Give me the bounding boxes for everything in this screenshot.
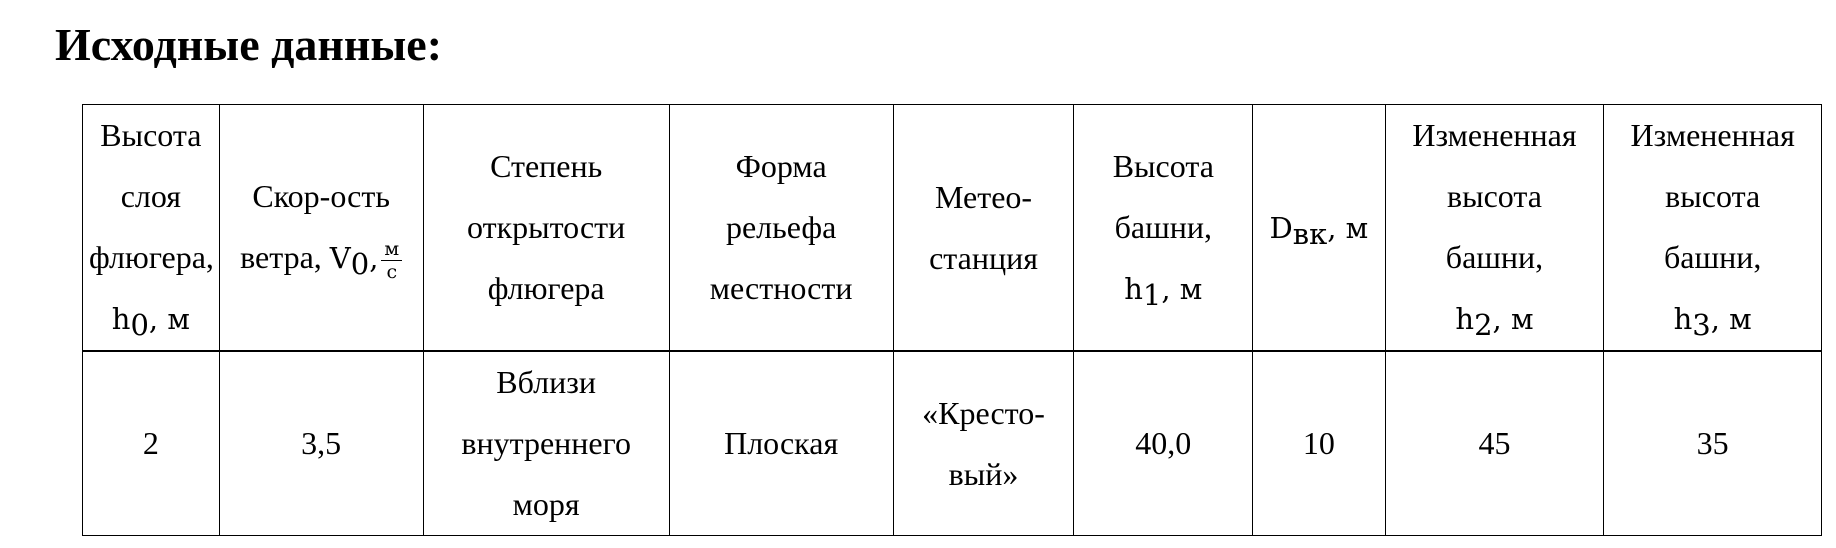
header-station: Метео- станция	[893, 105, 1074, 352]
header-relief: Форма рельефа местности	[669, 105, 893, 352]
header-changed-height-2: Измененная высота башни, $h_2$, м	[1385, 105, 1604, 352]
unit-fraction: $\frac{м}{с}$	[381, 238, 402, 283]
cell-changed-height-3: 35	[1604, 351, 1822, 536]
cell-relief: Плоская	[669, 351, 893, 536]
source-data-table	[82, 104, 1822, 536]
header-openness: Степень открытости флюгера	[423, 105, 669, 352]
header-changed-height-3: Измененная высота башни, $h_3$, м	[1604, 105, 1822, 352]
cell-layer-height: 2	[83, 351, 220, 536]
header-wind-speed: Скор-ость ветра, $V_0$, $\frac{м}{с}$	[219, 105, 423, 352]
cell-changed-height-2: 45	[1385, 351, 1604, 536]
table-header-row	[83, 105, 1822, 352]
cell-wind-speed: 3,5	[219, 351, 423, 536]
cell-station: «Кресто- вый»	[893, 351, 1074, 536]
table-row	[83, 351, 1822, 536]
cell-tower-height: 40,0	[1074, 351, 1253, 536]
cell-openness: Вблизи внутреннего моря	[423, 351, 669, 536]
page-title: Исходные данные:	[55, 19, 443, 70]
header-rotor-diameter: $D_{вк}$, м	[1253, 105, 1385, 352]
cell-rotor-diameter: 10	[1253, 351, 1385, 536]
header-layer-height: Высота слоя флюгера, $h_0$, м	[83, 105, 220, 352]
header-tower-height: Высота башни, $h_1$, м	[1074, 105, 1253, 352]
